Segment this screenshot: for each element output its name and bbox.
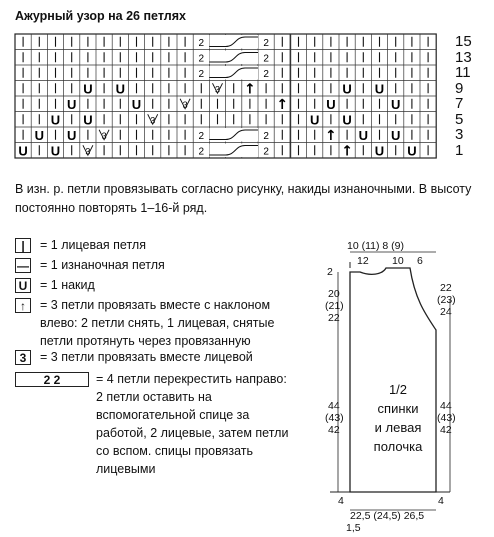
schema-center-line: полочка — [373, 439, 423, 454]
yarn-over-mark: U — [115, 81, 125, 97]
k3tog-mark: 3 — [85, 146, 91, 157]
yarn-over-mark: U — [342, 81, 352, 97]
cable-mark: 2 — [263, 68, 269, 80]
yarn-over-mark: U — [83, 81, 93, 97]
schema-label-right-24: 24 — [440, 306, 452, 318]
schema-label-left-42: 42 — [328, 424, 340, 436]
yarn-over-mark: U — [374, 81, 385, 97]
schema-label-right-42: 42 — [440, 424, 452, 436]
schema-label-left-20: 20 — [328, 288, 340, 300]
legend-text: = 3 петли провязать вместе с наклоном влево: 2 петли снять, 1 лицевая, снятые петли протянуть через провязанную — [40, 298, 275, 348]
cable-mark: 2 — [263, 130, 269, 142]
schema-label-top-10: 10 — [392, 255, 404, 267]
schema-center-line: и левая — [374, 420, 422, 435]
schema-center-line: 1/2 — [388, 382, 408, 397]
yarn-over-mark: U — [67, 127, 77, 143]
k3tog-left-mark: ↑ — [325, 127, 337, 144]
schema-label-bottom-left-4: 4 — [338, 495, 344, 507]
yarn-over-mark: U — [326, 96, 336, 112]
legend-text: = 1 лицевая петля — [40, 238, 146, 252]
legend-symbol: 3 — [15, 350, 31, 365]
cable-mark: 2 — [198, 130, 205, 142]
schema-label-right-44: 44 — [440, 400, 452, 412]
schema-label-bottom-1-5: 1,5 — [346, 522, 361, 534]
yarn-over-mark: U — [310, 112, 320, 128]
legend-text: = 1 накид — [40, 278, 95, 292]
yarn-over-mark: U — [50, 143, 61, 159]
legend-symbol: 2 2 — [15, 372, 89, 387]
row-number: 11 — [455, 64, 471, 81]
cable-mark: 2 — [198, 53, 205, 65]
instructions-text: В изн. р. петли провязывать согласно рисунку, накиды изнаночными. В высоту постоянно повторять 1–16-й ряд. — [15, 182, 472, 215]
yarn-over-mark: U — [131, 96, 142, 112]
k3tog-left-mark: ↑ — [244, 81, 256, 98]
k3tog-left-mark: ↑ — [276, 96, 289, 113]
schema-label-left-2: 2 — [327, 266, 333, 278]
yarn-over-mark: U — [34, 127, 44, 143]
yarn-over-mark: U — [391, 96, 401, 112]
pattern-title: Ажурный узор на 26 петлях — [15, 9, 186, 23]
cable-mark: 2 — [263, 53, 269, 65]
schema-label-left-44: 44 — [328, 400, 340, 412]
schema-label-top-label: 10 (11) 8 (9) — [347, 240, 404, 252]
k3tog-mark: 3 — [182, 99, 188, 110]
knitting-chart — [0, 0, 494, 175]
schema-label-bottom-widths: 22,5 (24,5) 26,5 — [350, 510, 425, 522]
cable-mark: 2 — [263, 146, 269, 158]
legend-text: = 3 петли провязать вместе лицевой — [40, 350, 253, 364]
row-number: 7 — [455, 95, 464, 112]
legend-symbol: U — [15, 278, 31, 293]
cable-mark: 2 — [263, 37, 269, 49]
row-number: 3 — [455, 126, 464, 143]
legend-symbol: — — [17, 259, 29, 273]
schema-label-right-23: (23) — [437, 294, 456, 306]
schema-label-right-43: (43) — [437, 412, 456, 424]
schema-center-label — [368, 380, 428, 456]
k3tog-mark: 3 — [101, 130, 107, 141]
yarn-over-mark: U — [358, 127, 368, 143]
schema-label-right-22: 22 — [440, 282, 452, 294]
schema-label-left-22: 22 — [328, 312, 340, 324]
cable-mark: 2 — [198, 37, 205, 49]
legend-text: = 1 изнаночная петля — [40, 258, 165, 272]
k3tog-mark: 3 — [150, 115, 156, 126]
legend-text: = 4 петли перекрестить направо: 2 петли оставить на вспомогательной спице за работой, 2 лицевые, затем петли со вспом. спицы провязать лицевыми — [96, 372, 289, 476]
schema-label-top-6: 6 — [417, 255, 423, 267]
yarn-over-mark: U — [67, 96, 77, 112]
row-number: 5 — [455, 110, 464, 128]
legend-symbol: ↑ — [15, 298, 31, 313]
k3tog-left-mark: ↑ — [341, 143, 353, 160]
yarn-over-mark: U — [391, 127, 401, 143]
yarn-over-mark: U — [342, 112, 352, 128]
row-number: 1 — [455, 141, 464, 159]
yarn-over-mark: U — [83, 112, 93, 128]
schema-center-line: спинки — [377, 401, 419, 416]
yarn-over-mark: U — [18, 143, 28, 159]
schema-label-bottom-right-4: 4 — [438, 495, 444, 507]
schema-label-top-12: 12 — [357, 255, 369, 267]
schema-label-left-21: (21) — [325, 300, 344, 312]
cable-mark: 2 — [198, 146, 205, 158]
schema-label-left-43: (43) — [325, 412, 344, 424]
row-number: 15 — [455, 33, 472, 50]
cable-mark: 2 — [198, 68, 205, 80]
yarn-over-mark: U — [374, 143, 385, 159]
k3tog-mark: 3 — [214, 84, 221, 95]
row-number: 13 — [455, 48, 472, 66]
legend-symbol: | — [15, 238, 31, 253]
row-number: 9 — [455, 79, 464, 97]
yarn-over-mark: U — [50, 112, 61, 128]
yarn-over-mark: U — [407, 143, 417, 159]
